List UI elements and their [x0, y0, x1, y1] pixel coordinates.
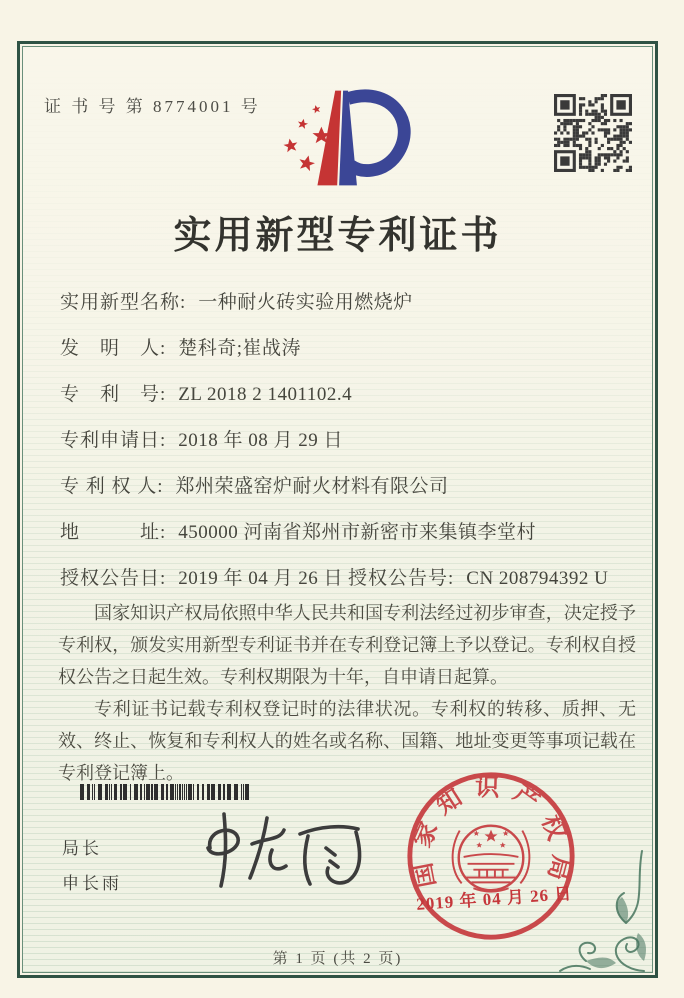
- field-filing-date: 专利申请日: 2018 年 08 月 29 日: [60, 430, 344, 451]
- seal-date: 2019 年 04 月 26 日: [415, 884, 573, 914]
- field-inventor: 发 明 人: 楚科奇;崔战涛: [60, 338, 302, 359]
- official-red-seal: [403, 766, 579, 946]
- field-address: 地 址: 450000 河南省郑州市新密市来集镇李堂村: [60, 522, 537, 543]
- director-signature: [172, 802, 377, 902]
- field-patent-number: 专 利 号: ZL 2018 2 1401102.4: [60, 384, 353, 405]
- field-patentee: 专 利 权 人: 郑州荣盛窑炉耐火材料有限公司: [60, 476, 449, 497]
- cnipa-patent-logo-icon: [276, 84, 424, 194]
- field-utility-model-name: 实用新型名称: 一种耐火砖实验用燃烧炉: [60, 292, 413, 313]
- field-grant-number: 授权公告号: CN 208794392 U: [348, 568, 609, 589]
- page-number: 第 1 页 (共 2 页): [272, 951, 403, 967]
- barcode: [80, 784, 252, 800]
- seal-text: 国家知识产权局: [407, 774, 575, 895]
- signer-role: 局长: [62, 839, 102, 858]
- qr-code: [554, 94, 632, 172]
- legal-paragraphs: [58, 597, 636, 789]
- certificate-title: 实用新型专利证书: [173, 215, 502, 257]
- signer-block: [62, 834, 122, 904]
- signer-name: 申长雨: [62, 874, 122, 893]
- field-grant-row: [60, 566, 635, 591]
- legal-paragraph-1: 国家知识产权局依照中华人民共和国专利法经过初步审查，决定授予专利权，颁发实用新型专利证书并在专利登记簿上予以登记。专利权自授权公告之日起生效。专利权期限为十年，自申请日起算。: [58, 603, 636, 688]
- field-grant-date: 授权公告日: 2019 年 04 月 26 日: [60, 568, 344, 589]
- certificate-number: 证 书 号 第 8774001 号: [44, 97, 261, 116]
- certificate-fields: [60, 290, 635, 612]
- legal-paragraph-2: 专利证书记载专利权登记时的法律状况。专利权的转移、质押、无效、终止、恢复和专利权人的姓名或名称、国籍、地址变更等事项记载在专利登记簿上。: [58, 699, 636, 784]
